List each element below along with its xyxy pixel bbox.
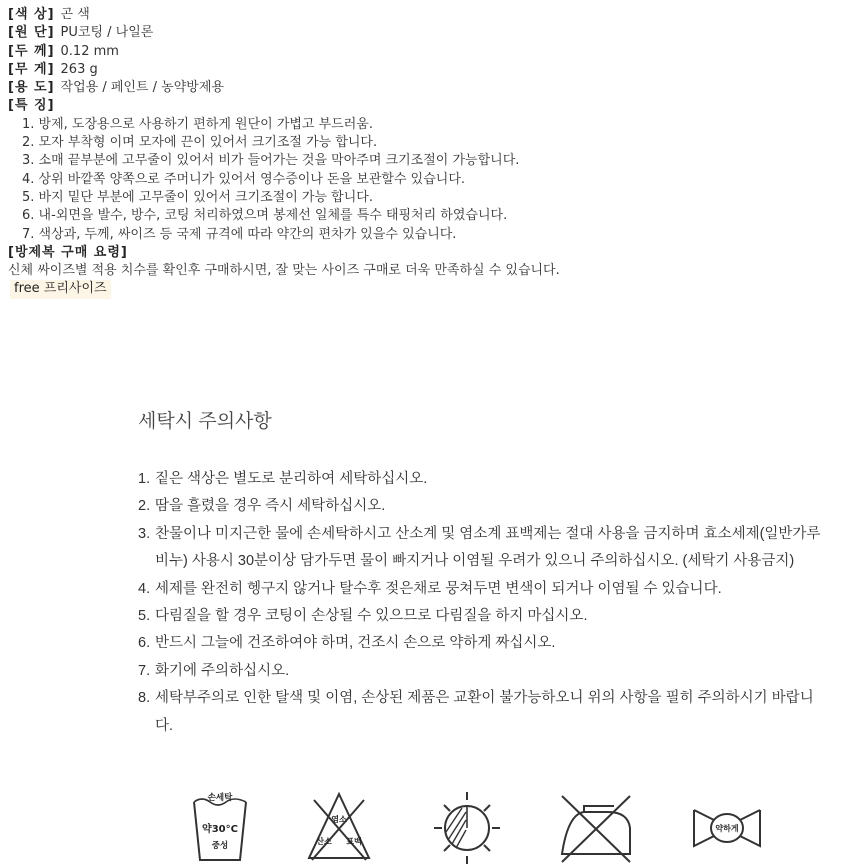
hand-wash-detergent: 중성	[211, 841, 229, 851]
feature-item: 2. 모자 부착형 이며 모자에 끈이 있어서 크기조절 가능 합니다.	[22, 135, 378, 151]
hand-wash-label: 손세탁	[207, 793, 233, 803]
spec-thickness-label: [두 께]	[8, 43, 55, 59]
spec-usage-label: [용 도]	[8, 80, 55, 96]
no-iron-icon	[558, 788, 634, 864]
care-item-text: 반드시 그늘에 건조하여야 하며, 건조시 손으로 약하게 짜십시오.	[155, 635, 556, 652]
spec-color	[8, 6, 560, 24]
purchase-text: 신체 싸이즈별 적용 치수를 확인후 구매하시면, 잘 맞는 사이즈 구매로 더욱 만족하실 수 있습니다.	[8, 263, 560, 279]
spec-fabric-label: [원 단]	[8, 25, 55, 41]
care-item	[138, 521, 828, 576]
hand-wash-temp: 약30°C	[202, 824, 238, 835]
care-item	[138, 493, 828, 520]
care-item-number: 5.	[138, 608, 151, 625]
size-badge: free 프리사이즈	[10, 280, 111, 298]
spec-weight-value: 263 g	[60, 61, 98, 77]
care-title: 세탁시 주의사항	[138, 411, 272, 432]
feature-item: 3. 소매 끝부분에 고무줄이 있어서 비가 들어가는 것을 막아주며 크기조절이 가능합니다.	[22, 153, 520, 169]
spec-thickness-value: 0.12 mm	[60, 43, 119, 59]
spec-usage-value: 작업용 / 페인트 / 농약방제용	[60, 80, 224, 96]
care-item-number: 8.	[138, 690, 151, 707]
care-item	[138, 466, 828, 493]
no-bleach-label-left: 산소	[316, 837, 332, 846]
spec-color-value: 곤 색	[60, 7, 90, 22]
care-item	[138, 630, 828, 657]
no-bleach-label-top: 염소	[331, 815, 347, 824]
purchase-heading	[8, 244, 560, 262]
care-item-number: 7.	[138, 662, 151, 679]
care-item-text: 짙은 색상은 별도로 분리하여 세탁하십시오.	[155, 471, 428, 487]
spec-weight-label: [무 게]	[8, 61, 55, 77]
care-item-number: 6.	[138, 635, 151, 652]
feature-item: 1. 방제, 도장용으로 사용하기 편하게 원단이 가볍고 부드러움.	[22, 116, 373, 132]
spec-thickness	[8, 43, 560, 61]
product-spec	[8, 6, 560, 299]
spec-fabric	[8, 24, 560, 42]
spec-features-label: [특 징]	[8, 98, 55, 114]
care-item-text: 땀을 흘렸을 경우 즉시 세탁하십시오.	[155, 498, 386, 515]
no-bleach-icon	[306, 788, 372, 864]
care-item	[138, 576, 828, 603]
care-item-text: 찬물이나 미지근한 물에 손세탁하시고 산소계 및 염소계 표백제는 절대 사용을 금지하며 효소세제(일반가루비누) 사용시 30분이상 담가두면 물이 빠지거나 이염될 우려가 있으니 주의하십시오. (세탁기 사용금지)	[155, 525, 821, 570]
care-item-text: 다림질을 할 경우 코팅이 손상될 수 있으므로 다림질을 하지 마십시오.	[155, 608, 588, 625]
feature-item: 4. 상위 바깥쪽 양쪽으로 주머니가 있어서 영수증이나 돈을 보관할수 있습니다.	[22, 171, 466, 187]
size-row	[8, 280, 560, 298]
gentle-wring-label: 약하게	[715, 824, 739, 833]
care-item-text: 세탁부주의로 인한 탈색 및 이염, 손상된 제품은 교환이 불가능하오니 위의 사항을 필히 주의하시기 바랍니다.	[155, 690, 814, 734]
care-item-number: 4.	[138, 580, 151, 597]
care-item-text: 화기에 주의하십시오.	[155, 662, 290, 679]
feature-item: 7. 색상과, 두께, 싸이즈 등 국제 규격에 따라 약간의 편차가 있을수 있습니다.	[22, 226, 457, 242]
care-item	[138, 685, 828, 740]
gentle-wring-icon	[688, 788, 766, 864]
no-bleach-label-right: 표백	[346, 837, 362, 846]
spec-features-heading	[8, 97, 560, 115]
care-item-text: 세제를 완전히 헹구지 않거나 탈수후 젖은채로 뭉쳐두면 변색이 되거나 이염될 수 있습니다.	[155, 580, 722, 597]
spec-usage	[8, 79, 560, 97]
care-item-number: 3.	[138, 525, 151, 542]
feature-item: 5. 바지 밑단 부분에 고무줄이 있어서 크기조절이 가능 합니다.	[22, 189, 373, 205]
care-item-number: 2.	[138, 498, 151, 515]
hand-wash-icon	[190, 788, 250, 864]
care-item	[138, 658, 828, 685]
care-item	[138, 603, 828, 630]
spec-fabric-value: PU코팅 / 나일론	[60, 25, 154, 41]
care-item-number: 1.	[138, 471, 151, 487]
spec-color-label: [색 상]	[8, 7, 55, 22]
care-list	[138, 466, 828, 740]
feature-item: 6. 내-외면을 발수, 방수, 코팅 처리하였으며 봉제선 일체를 특수 태핑처리 하였습니다.	[22, 208, 508, 224]
spec-weight	[8, 61, 560, 79]
shade-dry-icon	[432, 788, 502, 864]
purchase-label: [방제복 구매 요령]	[8, 244, 128, 260]
